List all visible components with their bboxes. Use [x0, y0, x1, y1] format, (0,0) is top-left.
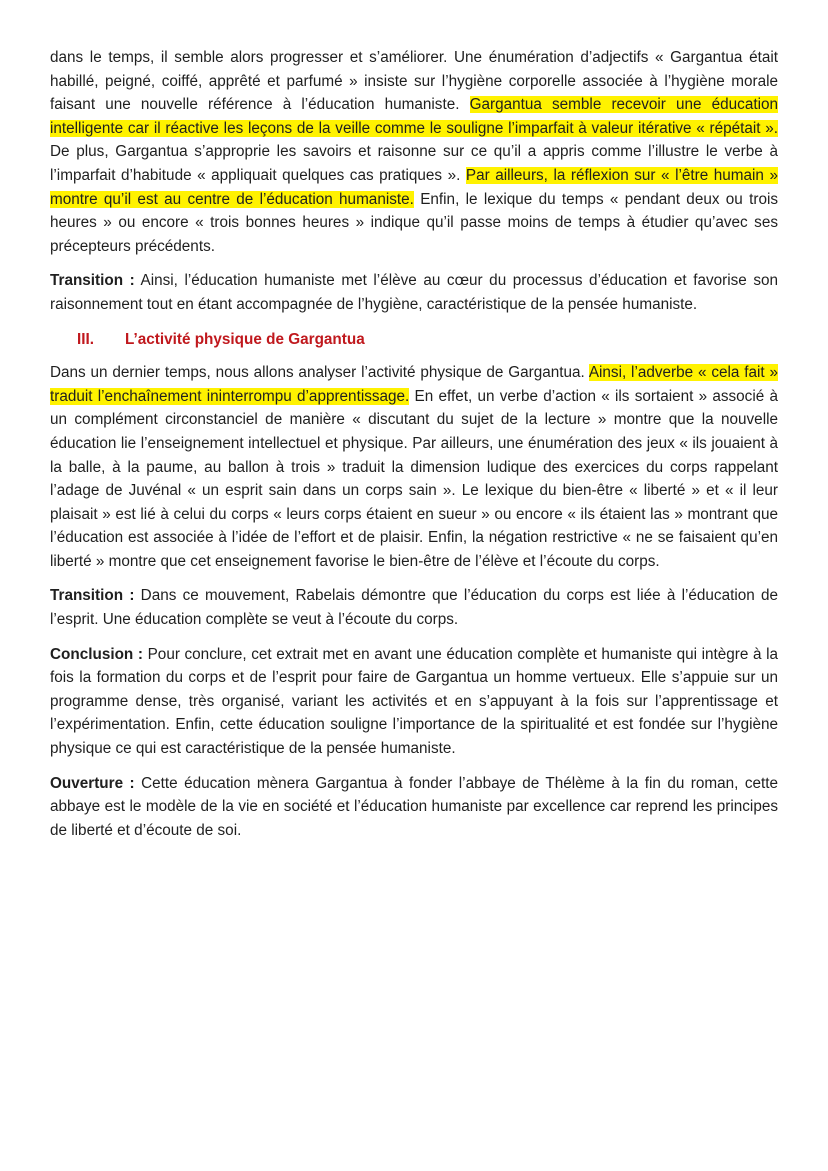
text-segment: Dans un dernier temps, nous allons analyser l’activité physique de Gargantua. [50, 364, 589, 382]
conclusion-paragraph [50, 643, 778, 761]
section-number: III. [77, 330, 94, 348]
transition-label: Transition : [50, 272, 135, 290]
paragraph-analysis-2 [50, 46, 778, 258]
conclusion-label: Conclusion : [50, 645, 143, 663]
section-heading-3 [50, 328, 778, 352]
transition-paragraph-1 [50, 269, 778, 316]
paragraph-analysis-3 [50, 361, 778, 573]
ouverture-label: Ouverture : [50, 774, 135, 792]
text-segment: En effet, un verbe d’action « ils sortaient » associé à un complément circonstanciel de manière « discutant du sujet de la lecture » montre que la nouvelle éducation lie l’enseignement intellectuel et physique. Par ailleurs, une énumération des jeux « ils jouaient à la balle, à la paume, au ballon à trois » traduit la dimension ludique des exercices du corps rappelant l’adage de Juvénal « un esprit sain dans un corps sain ». Le lexique du bien-être « liberté » et « il leur plaisait » est lié à celui du corps « leurs corps étaient en sueur » ou encore « ils étaient las » montrant que l’éducation est associée à l’idée de l’effort et de plaisir. Enfin, la négation restrictive « ne se faisaient qu’en liberté » montre que cet enseignement favorise le bien-être de l’élève et l’écoute du corps. [50, 387, 778, 570]
transition-paragraph-2 [50, 584, 778, 631]
ouverture-text: Cette éducation mènera Gargantua à fonder l’abbaye de Thélème à la fin du roman, cette abbaye est le modèle de la vie en société et l’éducation humaniste par excellence car reprend les principes de liberté et d’écoute de soi. [50, 774, 779, 839]
section-title: L’activité physique de Gargantua [125, 330, 365, 348]
conclusion-text: Pour conclure, cet extrait met en avant une éducation complète et humaniste qui intègre à la fois la formation du corps et de l’esprit pour faire de Gargantua un homme vertueux. Elle s’appuie sur un programme dense, très organisé, variant les activités et en s’appuyant à la fois sur l’apprentissage et l’expérimentation. Enfin, cette éducation souligne l’importance de la spiritualité et est fondée sur l’hygiène physique ce qui est caractéristique de la pensée humaniste. [50, 645, 778, 758]
text-segment: Enfin, le lexique du temps « pendant deux ou trois heures » ou encore « trois bonnes heures » indique qu’il passe moins de temps à étudier qu’avec ses précepteurs précédents. [50, 190, 779, 255]
transition-text: Dans ce mouvement, Rabelais démontre que l’éducation du corps est liée à l’éducation de l’esprit. Une éducation complète se veut à l’écoute du corps. [50, 587, 779, 629]
highlighted-text: Gargantua semble recevoir une éducation intelligente car il réactive les leçons de la veille comme le souligne l’imparfait à valeur itérative « répétait ». [50, 96, 778, 137]
transition-text: Ainsi, l’éducation humaniste met l’élève au cœur du processus d’éducation et favorise son raisonnement tout en étant accompagnée de l’hygiène, caractéristique de la pensée humaniste. [50, 272, 778, 313]
text-segment: De plus, Gargantua s’approprie les savoirs et raisonne sur ce qu’il a appris comme l’illustre le verbe à l’imparfait d’habitude « appliquait quelques cas pratiques ». [50, 143, 778, 184]
highlighted-text: Par ailleurs, la réflexion sur « l’être humain » montre qu’il est au centre de l’éducation humaniste. [50, 166, 778, 208]
transition-label: Transition : [50, 587, 135, 605]
text-segment: dans le temps, il semble alors progresser et s’améliorer. Une énumération d’adjectifs « Gargantua était habillé, peigné, coiffé, apprêté et parfumé » insiste sur l’hygiène corporelle associée à l’hygiène morale faisant une nouvelle référence à l’éducation humaniste. [50, 49, 778, 114]
document-page [50, 46, 778, 853]
ouverture-paragraph [50, 772, 778, 843]
highlighted-text: Ainsi, l’adverbe « cela fait » traduit l’enchaînement ininterrompu d’apprentissage. [50, 364, 778, 405]
